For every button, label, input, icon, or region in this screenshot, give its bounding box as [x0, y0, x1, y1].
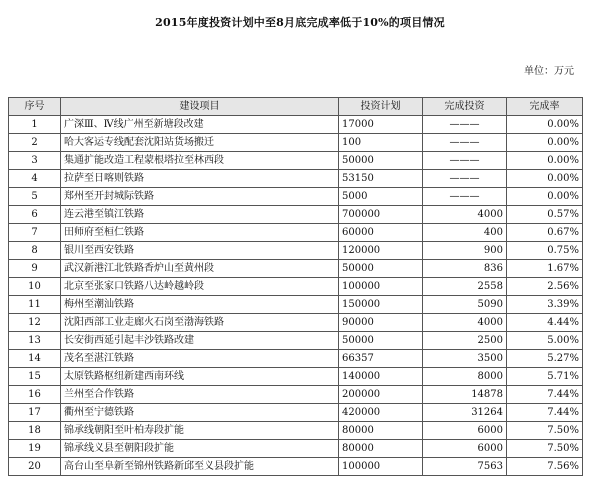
- cell-plan: 120000: [339, 242, 423, 260]
- cell-no: 1: [9, 116, 61, 134]
- cell-plan: 60000: [339, 224, 423, 242]
- cell-project: 长安街西延引起丰沙铁路改建: [61, 332, 339, 350]
- cell-plan: 50000: [339, 152, 423, 170]
- cell-no: 15: [9, 368, 61, 386]
- cell-completed: ———: [423, 170, 507, 188]
- cell-no: 16: [9, 386, 61, 404]
- document-title: 2015年度投资计划中至8月底完成率低于10%的项目情况: [155, 16, 445, 29]
- cell-rate: 0.00%: [507, 116, 583, 134]
- unit-label: 单位：万元: [524, 66, 574, 77]
- cell-project: 锦承线朝阳至叶柏寿段扩能: [61, 422, 339, 440]
- cell-project: 兰州至合作铁路: [61, 386, 339, 404]
- cell-project: 广深Ⅲ、Ⅳ线广州至新塘段改建: [61, 116, 339, 134]
- cell-plan: 80000: [339, 422, 423, 440]
- cell-completed: 4000: [423, 206, 507, 224]
- table-row: [9, 386, 583, 404]
- cell-rate: 0.00%: [507, 188, 583, 206]
- cell-plan: 140000: [339, 368, 423, 386]
- cell-rate: 2.56%: [507, 278, 583, 296]
- cell-project: 银川至西安铁路: [61, 242, 339, 260]
- table-row: [9, 368, 583, 386]
- cell-no: 19: [9, 440, 61, 458]
- cell-completed: 5090: [423, 296, 507, 314]
- cell-plan: 100000: [339, 278, 423, 296]
- cell-plan: 700000: [339, 206, 423, 224]
- cell-project: 北京至张家口铁路八达岭越岭段: [61, 278, 339, 296]
- cell-completed: 2558: [423, 278, 507, 296]
- cell-rate: 7.44%: [507, 404, 583, 422]
- cell-rate: 5.71%: [507, 368, 583, 386]
- cell-plan: 200000: [339, 386, 423, 404]
- cell-rate: 7.44%: [507, 386, 583, 404]
- cell-rate: 0.57%: [507, 206, 583, 224]
- cell-completed: 900: [423, 242, 507, 260]
- cell-completed: 31264: [423, 404, 507, 422]
- cell-completed: 6000: [423, 440, 507, 458]
- table-row: [9, 170, 583, 188]
- cell-completed: 400: [423, 224, 507, 242]
- cell-no: 18: [9, 422, 61, 440]
- cell-no: 6: [9, 206, 61, 224]
- cell-project: 哈大客运专线配套沈阳站货场搬迁: [61, 134, 339, 152]
- cell-project: 连云港至镇江铁路: [61, 206, 339, 224]
- header-rate: 完成率: [507, 98, 583, 116]
- cell-no: 3: [9, 152, 61, 170]
- cell-project: 太原铁路枢纽新建西南环线: [61, 368, 339, 386]
- cell-completed: 8000: [423, 368, 507, 386]
- cell-no: 8: [9, 242, 61, 260]
- table-row: [9, 296, 583, 314]
- cell-completed: 4000: [423, 314, 507, 332]
- table-row: [9, 188, 583, 206]
- cell-completed: 2500: [423, 332, 507, 350]
- cell-project: 沈阳西部工业走廊火石岗至渤海铁路: [61, 314, 339, 332]
- table-row: [9, 458, 583, 476]
- cell-plan: 17000: [339, 116, 423, 134]
- cell-rate: 5.27%: [507, 350, 583, 368]
- cell-no: 14: [9, 350, 61, 368]
- cell-rate: 0.00%: [507, 152, 583, 170]
- cell-no: 5: [9, 188, 61, 206]
- cell-completed: 836: [423, 260, 507, 278]
- cell-no: 7: [9, 224, 61, 242]
- cell-rate: 1.67%: [507, 260, 583, 278]
- cell-plan: 53150: [339, 170, 423, 188]
- cell-no: 12: [9, 314, 61, 332]
- cell-no: 2: [9, 134, 61, 152]
- cell-completed: 6000: [423, 422, 507, 440]
- cell-completed: 14878: [423, 386, 507, 404]
- cell-plan: 420000: [339, 404, 423, 422]
- cell-project: 高台山至阜新至锦州铁路新邱至义县段扩能: [61, 458, 339, 476]
- cell-plan: 5000: [339, 188, 423, 206]
- cell-completed: ———: [423, 188, 507, 206]
- cell-no: 20: [9, 458, 61, 476]
- cell-plan: 50000: [339, 332, 423, 350]
- cell-completed: ———: [423, 116, 507, 134]
- cell-plan: 100: [339, 134, 423, 152]
- cell-project: 茂名至湛江铁路: [61, 350, 339, 368]
- table-row: [9, 332, 583, 350]
- cell-project: 拉萨至日喀则铁路: [61, 170, 339, 188]
- cell-completed: 7563: [423, 458, 507, 476]
- table-row: [9, 350, 583, 368]
- table-header-row: [9, 98, 583, 116]
- table-row: [9, 224, 583, 242]
- cell-no: 11: [9, 296, 61, 314]
- cell-plan: 100000: [339, 458, 423, 476]
- header-project: 建设项目: [61, 98, 339, 116]
- cell-rate: 4.44%: [507, 314, 583, 332]
- cell-plan: 90000: [339, 314, 423, 332]
- cell-project: 集通扩能改造工程蒙根塔拉至林西段: [61, 152, 339, 170]
- cell-plan: 150000: [339, 296, 423, 314]
- header-no: 序号: [9, 98, 61, 116]
- cell-rate: 5.00%: [507, 332, 583, 350]
- cell-completed: ———: [423, 152, 507, 170]
- cell-plan: 80000: [339, 440, 423, 458]
- table-row: [9, 116, 583, 134]
- cell-project: 衢州至宁德铁路: [61, 404, 339, 422]
- table-row: [9, 278, 583, 296]
- table-row: [9, 422, 583, 440]
- table-row: [9, 404, 583, 422]
- table-body: [9, 116, 583, 476]
- cell-project: 田师府至桓仁铁路: [61, 224, 339, 242]
- cell-plan: 66357: [339, 350, 423, 368]
- cell-rate: 0.00%: [507, 170, 583, 188]
- cell-no: 13: [9, 332, 61, 350]
- projects-table: [8, 97, 583, 476]
- cell-project: 梅州至潮汕铁路: [61, 296, 339, 314]
- cell-plan: 50000: [339, 260, 423, 278]
- table-row: [9, 152, 583, 170]
- cell-project: 锦承线义县至朝阳段扩能: [61, 440, 339, 458]
- cell-rate: 3.39%: [507, 296, 583, 314]
- table-row: [9, 242, 583, 260]
- cell-rate: 7.50%: [507, 422, 583, 440]
- cell-rate: 7.56%: [507, 458, 583, 476]
- header-plan: 投资计划: [339, 98, 423, 116]
- cell-project: 武汉新港江北铁路香炉山至黄州段: [61, 260, 339, 278]
- cell-completed: ———: [423, 134, 507, 152]
- cell-rate: 0.75%: [507, 242, 583, 260]
- cell-no: 4: [9, 170, 61, 188]
- cell-rate: 7.50%: [507, 440, 583, 458]
- cell-no: 9: [9, 260, 61, 278]
- table-row: [9, 134, 583, 152]
- cell-completed: 3500: [423, 350, 507, 368]
- cell-no: 10: [9, 278, 61, 296]
- cell-rate: 0.67%: [507, 224, 583, 242]
- table-row: [9, 260, 583, 278]
- table-row: [9, 206, 583, 224]
- cell-project: 郑州至开封城际铁路: [61, 188, 339, 206]
- table-row: [9, 440, 583, 458]
- header-completed: 完成投资: [423, 98, 507, 116]
- cell-rate: 0.00%: [507, 134, 583, 152]
- table-row: [9, 314, 583, 332]
- cell-no: 17: [9, 404, 61, 422]
